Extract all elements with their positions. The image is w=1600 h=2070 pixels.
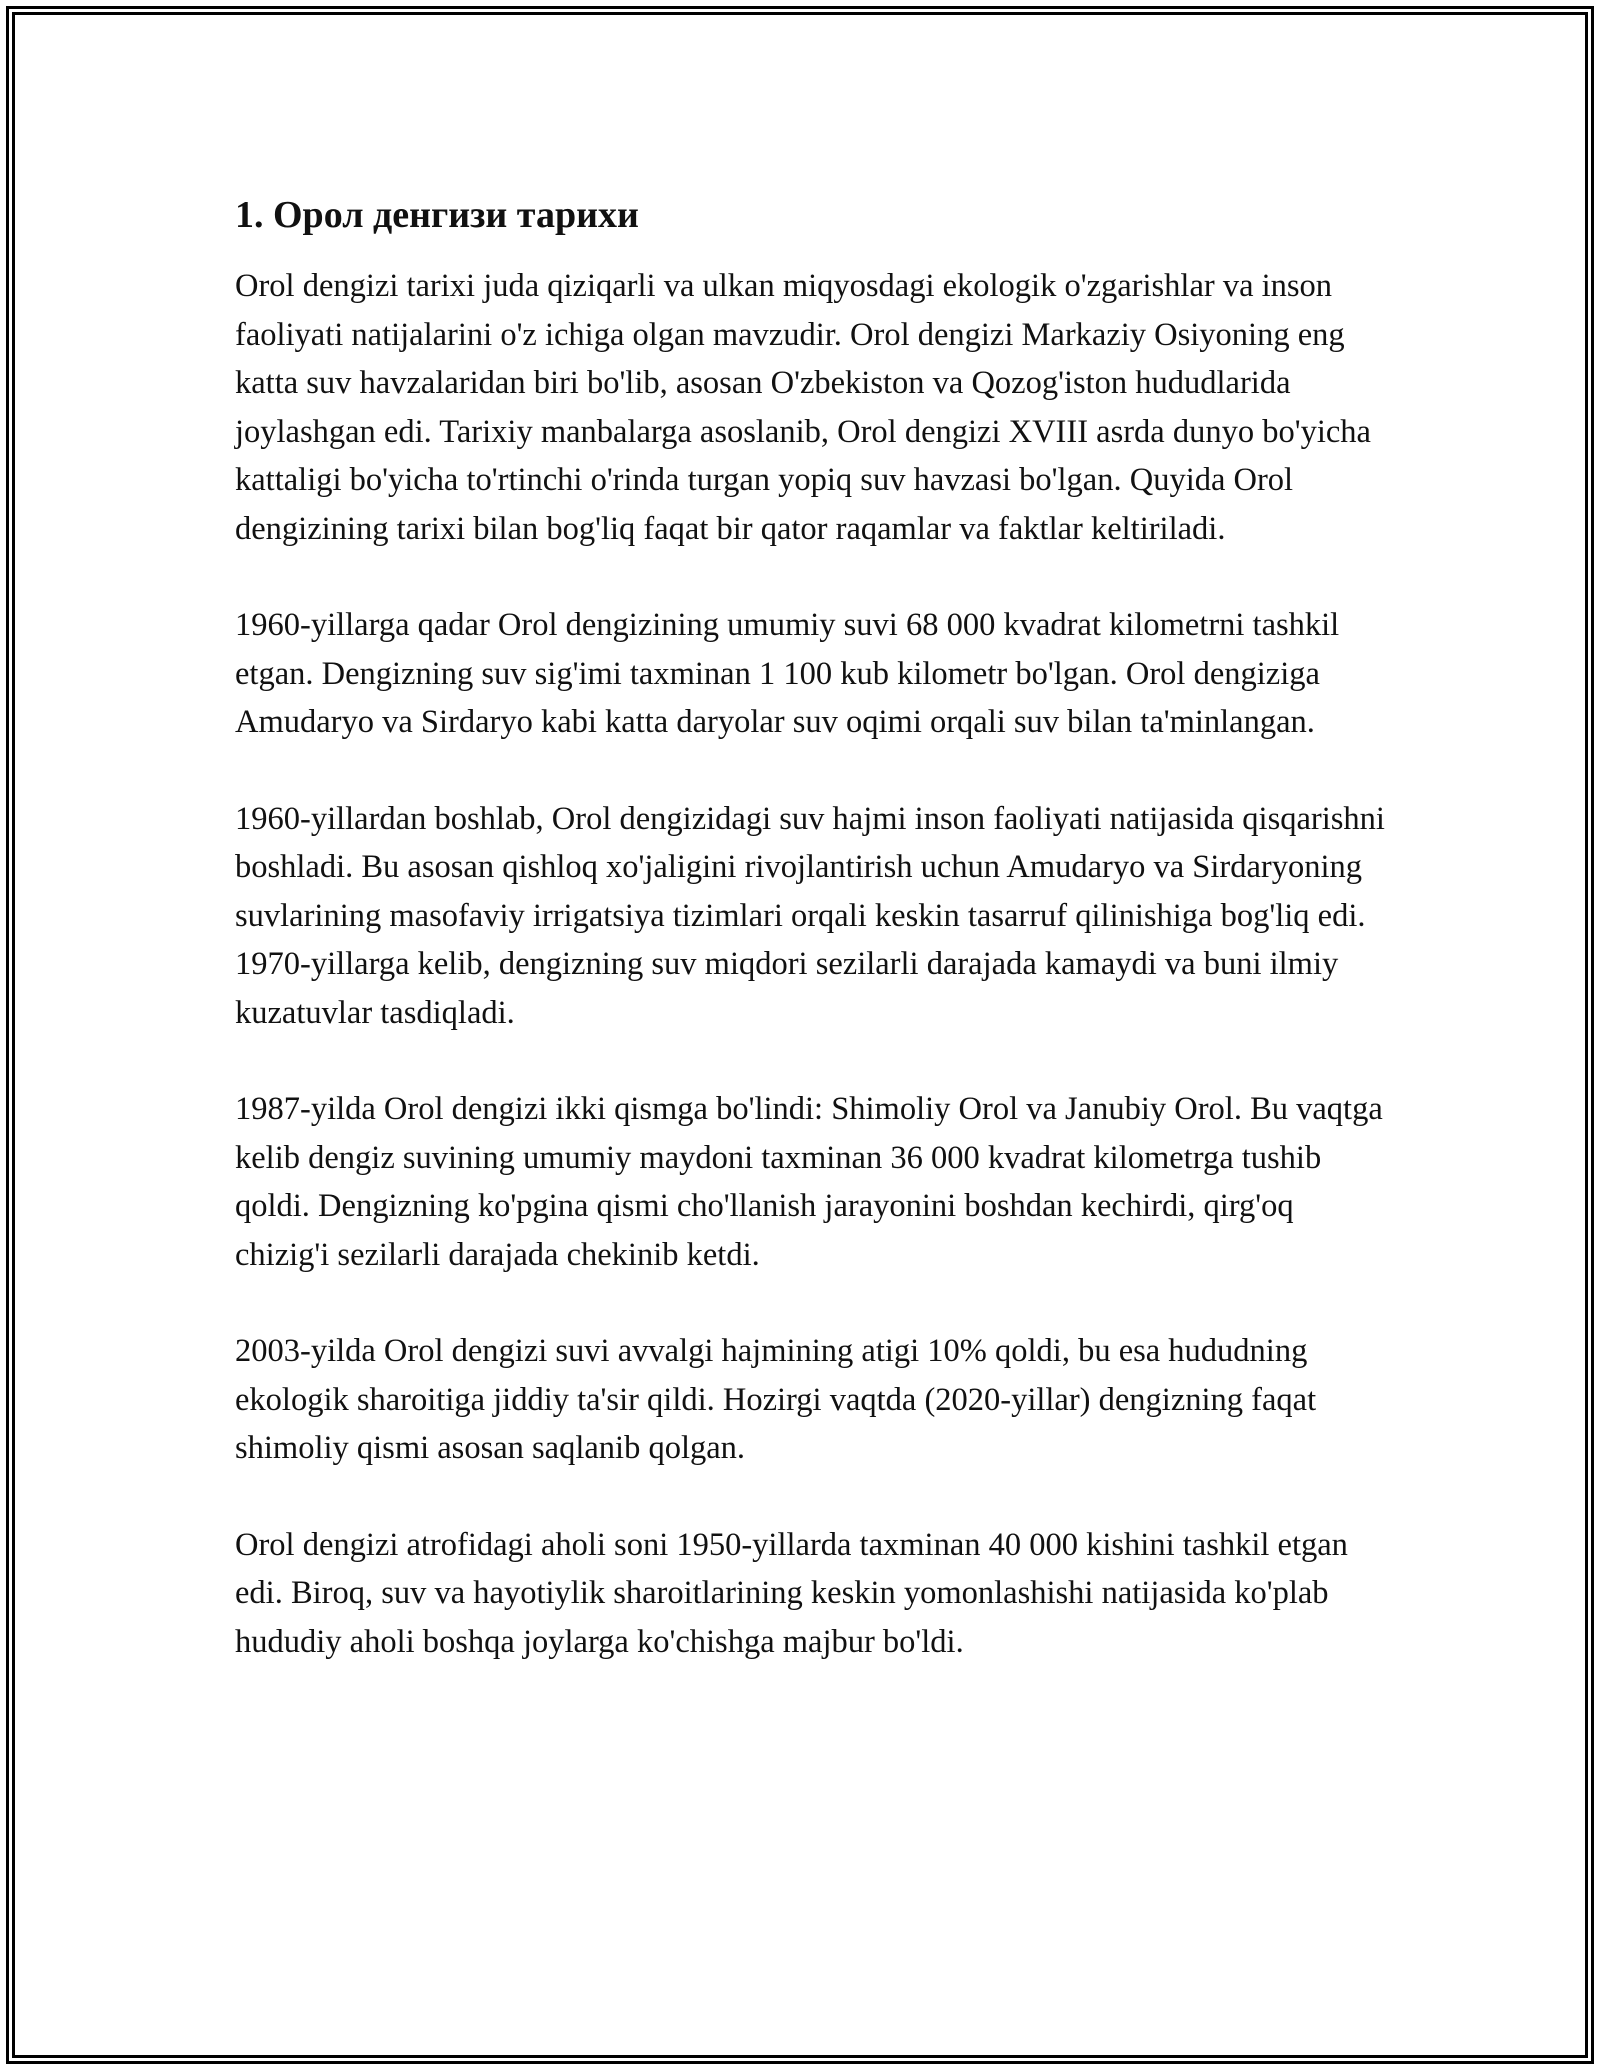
paragraph-1987-split: 1987-yilda Orol dengizi ikki qismga bo'lindi: Shimoliy Orol va Janubiy Orol. Bu vaqtga kelib dengiz suvining umumiy maydoni taxminan 36 000 kvadrat kilometrga tushib qoldi. Dengizning ko'pgina qismi cho'llanish jarayonini boshdan kechirdi, qirg'oq chizig'i sezilarli darajada chekinib ketdi. [235,1091,1383,1273]
document-body [235,190,1385,1666]
paragraph-population: Orol dengizi atrofidagi aholi soni 1950-yillarda taxminan 40 000 kishini tashkil etgan edi. Biroq, suv va hayotiylik sharoitlarining keskin yomonlashishi natijasida ko'plab hududiy aholi boshqa joylarga ko'chishga majbur bo'ldi. [235,1526,1348,1660]
paragraph-1960s-area: 1960-yillarga qadar Orol dengizining umumiy suvi 68 000 kvadrat kilometrni tashkil etgan. Dengizning suv sig'imi taxminan 1 100 kub kilometr bo'lgan. Orol dengiziga Amudaryo va Sirdaryo kabi katta daryolar suv oqimi orqali suv bilan ta'minlangan. [235,607,1340,740]
paragraph-intro: Orol dengizi tarixi juda qiziqarli va ulkan miqyosdagi ekologik o'zgarishlar va inson faoliyati natijalarini o'z ichiga olgan mavzudir. Orol dengizi Markaziy Osiyoning eng katta suv havzalaridan biri bo'lib, asosan O'zbekiston va Qozog'iston hududlarida joylashgan edi. Tarixiy manbalarga asoslanib, Orol dengizi XVIII asrda dunyo bo'yicha kattaligi bo'yicha to'rtinchi o'rinda turgan yopiq suv havzasi bo'lgan. Quyida Orol dengizining tarixi bilan bog'liq faqat bir qator raqamlar va faktlar keltiriladi. [235,268,1371,547]
paragraph-2003-volume: 2003-yilda Orol dengizi suvi avvalgi hajmining atigi 10% qoldi, bu esa hududning ekologik sharoitiga jiddiy ta'sir qildi. Hozirgi vaqtda (2020-yillar) dengizning faqat shimoliy qismi asosan saqlanib qolgan. [235,1333,1317,1466]
paragraph-1960s-decline: 1960-yillardan boshlab, Orol dengizidagi suv hajmi inson faoliyati natijasida qisqarishni boshladi. Bu asosan qishloq xo'jaligini rivojlantirish uchun Amudaryo va Sirdaryoning suvlarining masofaviy irrigatsiya tizimlari orqali keskin tasarruf qilinishiga bog'liq edi. 1970-yillarga kelib, dengizning suv miqdori sezilarli darajada kamaydi va buni ilmiy kuzatuvlar tasdiqladi. [235,800,1385,1031]
document-title: 1. Орол денгизи тарихи [235,194,639,236]
